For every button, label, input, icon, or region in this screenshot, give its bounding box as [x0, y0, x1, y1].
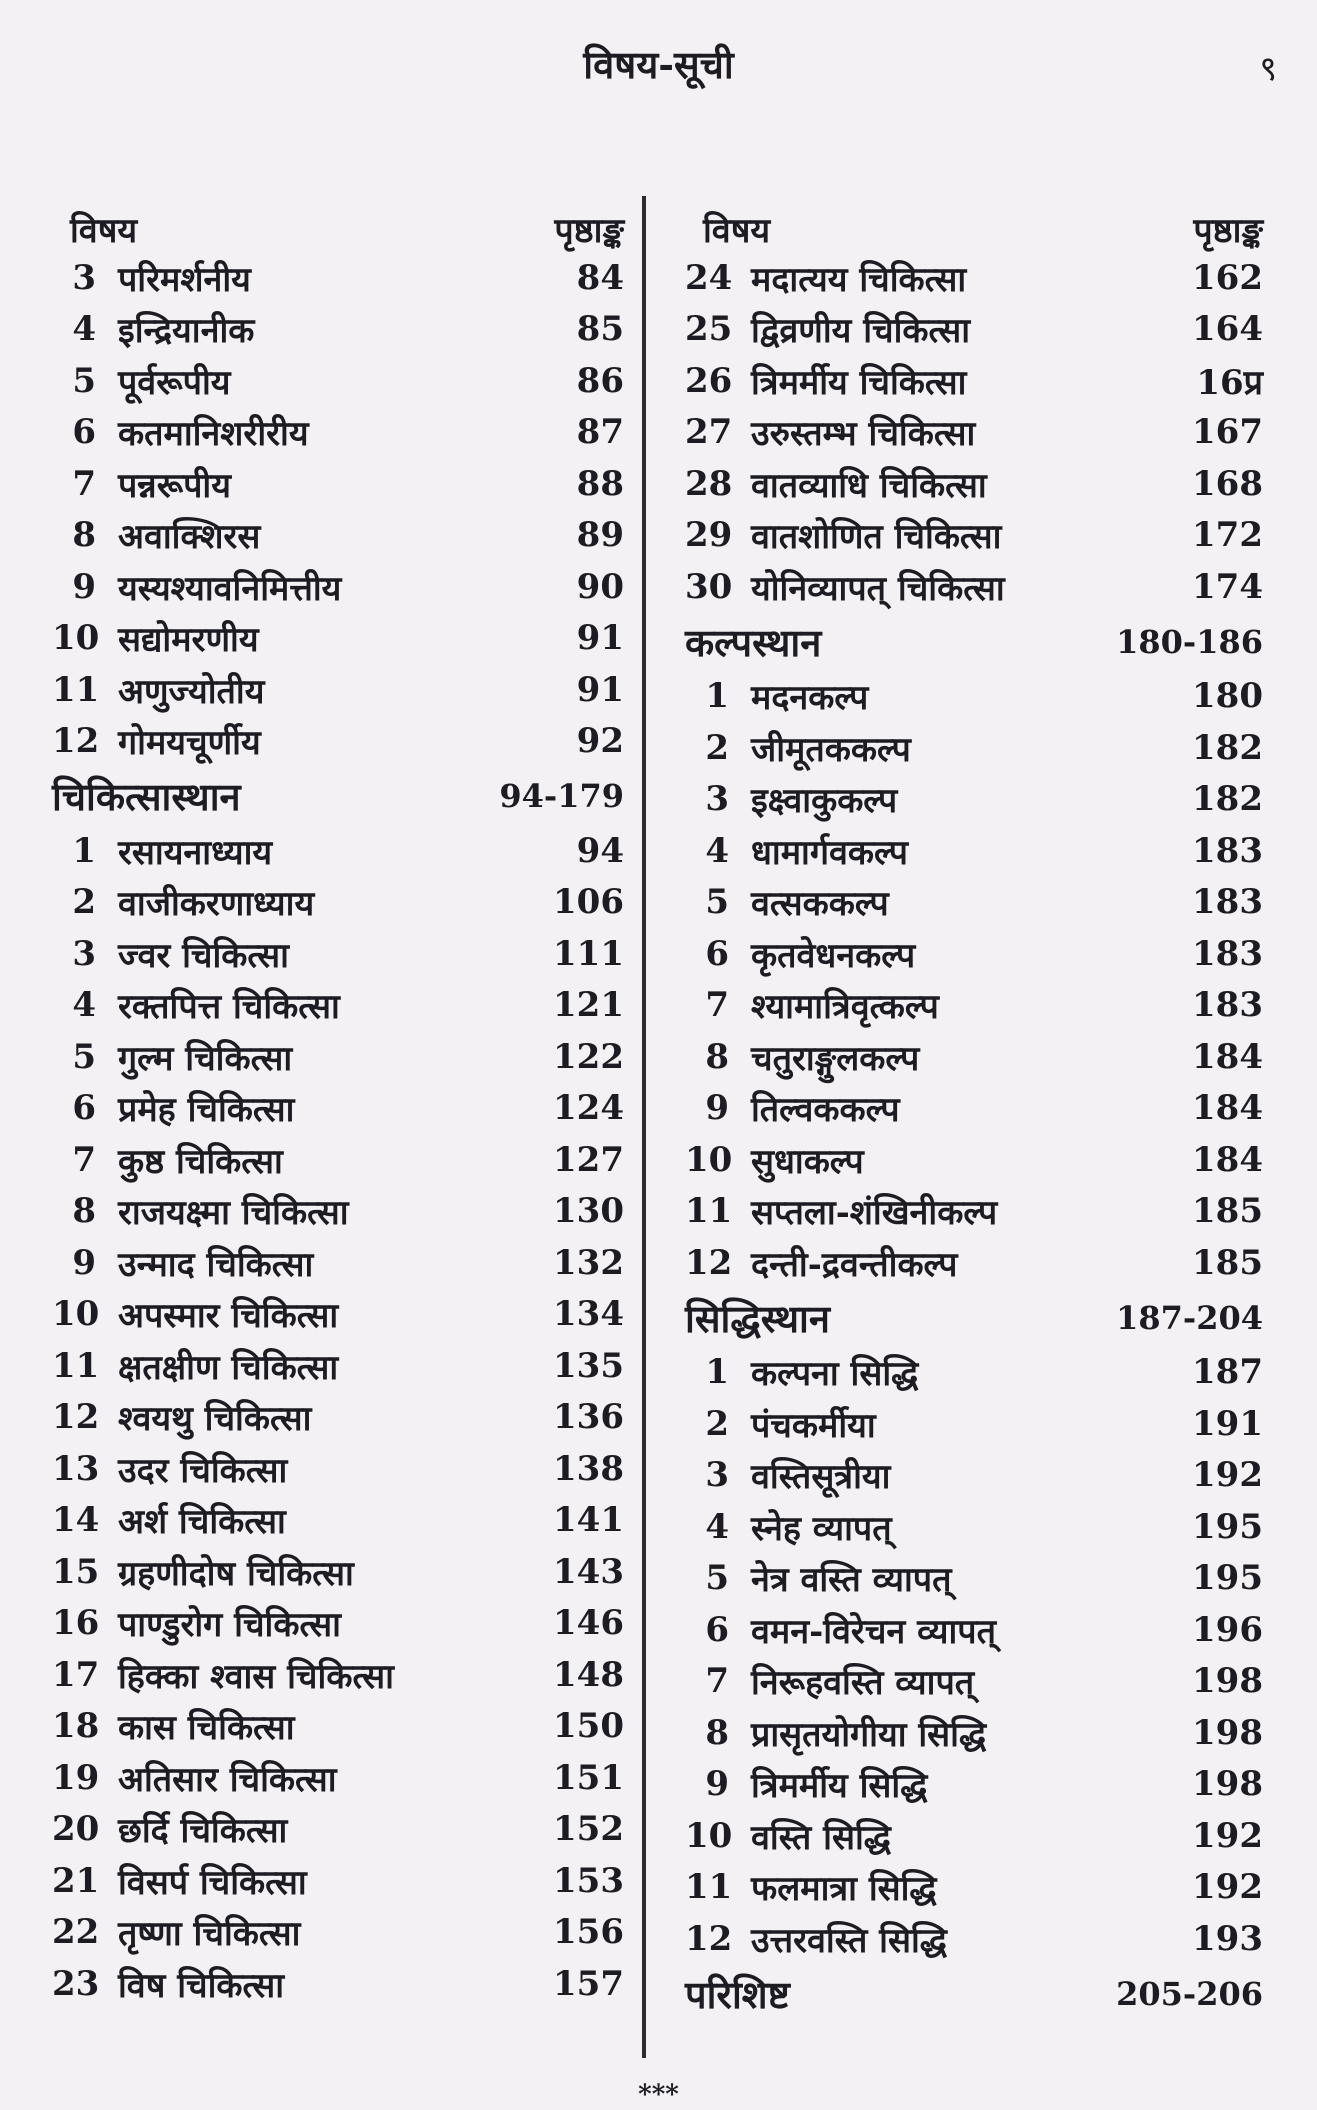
entry-number: 9 — [72, 1242, 96, 1283]
entry-number: 6 — [705, 933, 729, 974]
entry-title: ज्वर चिकित्सा — [118, 935, 289, 976]
toc-entry — [52, 1340, 642, 1392]
entry-number: 7 — [705, 985, 729, 1026]
entry-title: परिमर्शनीय — [118, 259, 251, 300]
entry-number: 12 — [685, 1918, 733, 1959]
toc-entry — [52, 1237, 642, 1289]
entry-page: 132 — [553, 1242, 624, 1283]
entry-number: 7 — [72, 463, 96, 504]
entry-number: 11 — [685, 1867, 733, 1908]
entry-title: वत्सककल्प — [751, 884, 889, 925]
toc-entry — [685, 1656, 1281, 1708]
entry-title: कुष्ठ चिकित्सा — [118, 1141, 283, 1182]
entry-page: 138 — [553, 1448, 624, 1489]
entry-page: 168 — [1192, 463, 1263, 504]
toc-entry — [685, 1759, 1281, 1811]
toc-entry — [52, 1701, 642, 1753]
section-range: 94-179 — [499, 777, 624, 815]
entry-page: 84 — [576, 257, 624, 298]
entry-page: 172 — [1192, 515, 1263, 556]
entry-page: 152 — [553, 1809, 624, 1850]
entry-title: उन्माद चिकित्सा — [118, 1244, 314, 1285]
entry-title: कतमानिशरीरीय — [118, 414, 309, 455]
entry-page: 180 — [1192, 676, 1263, 717]
entry-page: 148 — [553, 1654, 624, 1695]
column-head-subject: विषय — [703, 211, 771, 251]
section-title: परिशिष्ट — [685, 1971, 790, 2017]
toc-entry — [685, 355, 1281, 407]
entry-title: कृतवेधनकल्प — [751, 935, 916, 976]
entry-number: 3 — [705, 779, 729, 820]
entry-number: 5 — [72, 360, 96, 401]
section-heading-kalpa — [685, 613, 1281, 671]
entry-number: 9 — [705, 1088, 729, 1129]
column-head-page: पृष्ठाङ्क — [554, 211, 624, 251]
entry-page: 193 — [1192, 1918, 1263, 1959]
entry-title: सुधाकल्प — [751, 1141, 864, 1182]
entry-number: 5 — [72, 1036, 96, 1077]
entry-page: 16प्र — [1196, 362, 1263, 403]
entry-title: उरुस्तम्भ चिकित्सा — [751, 414, 976, 455]
entry-number: 11 — [52, 1345, 100, 1386]
entry-page: 122 — [553, 1036, 624, 1077]
entry-title: राजयक्ष्मा चिकित्सा — [118, 1193, 349, 1234]
entry-page: 192 — [1192, 1815, 1263, 1856]
entry-number: 4 — [705, 1506, 729, 1547]
entry-title: योनिव्यापत् चिकित्सा — [751, 568, 1005, 609]
entry-page: 146 — [553, 1603, 624, 1644]
toc-entry — [52, 613, 642, 665]
entry-number: 19 — [52, 1757, 100, 1798]
entry-page: 184 — [1192, 1036, 1263, 1077]
entry-title: अतिसार चिकित्सा — [118, 1759, 337, 1800]
toc-entry — [685, 1083, 1281, 1135]
entry-number: 14 — [52, 1500, 100, 1541]
entry-number: 1 — [72, 830, 96, 871]
entry-page: 85 — [576, 309, 624, 350]
toc-entry — [52, 1289, 642, 1341]
entry-title: वातशोणित चिकित्सा — [751, 517, 1002, 558]
entry-page: 92 — [576, 721, 624, 762]
entry-title: स्नेह व्यापत् — [751, 1508, 892, 1549]
entry-page: 198 — [1192, 1712, 1263, 1753]
section-title: सिद्धिस्थान — [685, 1295, 830, 1341]
entry-title: अपस्मार चिकित्सा — [118, 1296, 339, 1337]
entry-page: 111 — [553, 933, 624, 974]
entry-number: 21 — [52, 1860, 100, 1901]
entry-page: 196 — [1192, 1609, 1263, 1650]
entry-number: 5 — [705, 1558, 729, 1599]
entry-title: प्रासृतयोगीया सिद्धि — [751, 1714, 987, 1755]
entry-number: 6 — [72, 1088, 96, 1129]
entry-number: 20 — [52, 1809, 100, 1850]
entry-title: पंचकर्मीया — [751, 1405, 876, 1446]
entry-page: 121 — [553, 985, 624, 1026]
entry-number: 22 — [52, 1912, 100, 1953]
entry-page: 150 — [553, 1706, 624, 1747]
entry-page: 127 — [553, 1139, 624, 1180]
entry-page: 195 — [1192, 1506, 1263, 1547]
entry-page: 89 — [576, 515, 624, 556]
toc-entry — [52, 1186, 642, 1238]
toc-entry — [52, 510, 642, 562]
entry-page: 162 — [1192, 257, 1263, 298]
toc-entry — [685, 1186, 1281, 1238]
entry-page: 184 — [1192, 1139, 1263, 1180]
entry-number: 1 — [705, 1352, 729, 1393]
entry-number: 3 — [72, 933, 96, 974]
page-number: ९ — [1259, 49, 1277, 89]
toc-entry — [52, 561, 642, 613]
entry-title: इन्द्रियानीक — [118, 311, 255, 352]
toc-entry — [52, 1804, 642, 1856]
entry-page: 157 — [553, 1963, 624, 2004]
entry-title: रसायनाध्याय — [118, 832, 273, 873]
toc-entry — [685, 1604, 1281, 1656]
entry-page: 87 — [576, 412, 624, 453]
entry-number: 7 — [72, 1139, 96, 1180]
entry-title: नेत्र वस्ति व्यापत् — [751, 1560, 952, 1601]
toc-entry — [685, 1450, 1281, 1502]
entry-number: 16 — [52, 1603, 100, 1644]
page-title: विषय-सूची — [583, 42, 734, 87]
entry-number: 8 — [72, 1191, 96, 1232]
toc-entry — [685, 458, 1281, 510]
entry-title: यस्यश्यावनिमित्तीय — [118, 568, 342, 609]
toc-entry — [52, 1495, 642, 1547]
entry-number: 9 — [705, 1764, 729, 1805]
toc-entry — [685, 1501, 1281, 1553]
entry-title: निरूहवस्ति व्यापत् — [751, 1663, 975, 1704]
column-divider — [642, 196, 646, 2058]
entry-page: 185 — [1192, 1242, 1263, 1283]
entry-number: 7 — [705, 1661, 729, 1702]
toc-entry — [52, 1083, 642, 1135]
entry-number: 3 — [705, 1455, 729, 1496]
left-column — [52, 186, 642, 2010]
entry-page: 182 — [1192, 779, 1263, 820]
toc-entry — [52, 1392, 642, 1444]
entry-title: फलमात्रा सिद्धि — [751, 1869, 937, 1910]
toc-entry — [685, 1810, 1281, 1862]
entry-number: 3 — [72, 257, 96, 298]
entry-page: 156 — [553, 1912, 624, 1953]
entry-title: श्वयथु चिकित्सा — [118, 1399, 312, 1440]
entry-number: 9 — [72, 566, 96, 607]
entry-page: 91 — [576, 669, 624, 710]
entry-number: 4 — [705, 830, 729, 871]
entry-number: 23 — [52, 1963, 100, 2004]
entry-number: 6 — [72, 412, 96, 453]
section-title: कल्पस्थान — [685, 619, 822, 665]
section-heading-chikitsa — [52, 767, 642, 825]
toc-entry — [685, 1031, 1281, 1083]
entry-page: 141 — [553, 1500, 624, 1541]
entry-title: कल्पना सिद्धि — [751, 1354, 919, 1395]
entry-page: 130 — [553, 1191, 624, 1232]
section-range: 187-204 — [1116, 1298, 1263, 1337]
entry-title: द्विव्रणीय चिकित्सा — [751, 311, 971, 352]
toc-entry — [685, 1862, 1281, 1914]
entry-page: 134 — [553, 1294, 624, 1335]
entry-number: 10 — [685, 1815, 733, 1856]
toc-entry — [685, 1913, 1281, 1965]
entry-page: 124 — [553, 1088, 624, 1129]
section-heading-siddhi — [685, 1289, 1281, 1347]
entry-title: मदनकल्प — [751, 678, 869, 719]
entry-page: 86 — [576, 360, 624, 401]
toc-entry — [685, 510, 1281, 562]
toc-entry — [52, 304, 642, 356]
entry-title: धामार्गवकल्प — [751, 832, 908, 873]
entry-title: अणुज्योतीय — [118, 671, 265, 712]
entry-title: गोमयचूर्णीय — [118, 723, 261, 764]
entry-number: 29 — [685, 515, 733, 556]
toc-entry — [52, 1134, 642, 1186]
toc-entry — [52, 252, 642, 304]
column-head-subject: विषय — [70, 211, 138, 251]
toc-entry — [685, 1347, 1281, 1399]
entry-number: 8 — [705, 1036, 729, 1077]
toc-entry — [52, 1855, 642, 1907]
entry-title: तिल्वककल्प — [751, 1090, 900, 1131]
toc-entry — [52, 664, 642, 716]
entry-page: 187 — [1192, 1352, 1263, 1393]
entry-number: 13 — [52, 1448, 100, 1489]
section-range: 205-206 — [1116, 1974, 1263, 2013]
entry-title: उत्तरवस्ति सिद्धि — [751, 1920, 947, 1961]
toc-entry — [685, 1398, 1281, 1450]
entry-number: 12 — [52, 1397, 100, 1438]
toc-entry — [685, 877, 1281, 929]
toc-entry — [52, 1907, 642, 1959]
toc-entry — [685, 774, 1281, 826]
entry-title: छर्दि चिकित्सा — [118, 1811, 288, 1852]
entry-page: 143 — [553, 1551, 624, 1592]
entry-title: विष चिकित्सा — [118, 1965, 285, 2006]
entry-title: पाण्डुरोग चिकित्सा — [118, 1605, 341, 1646]
entry-number: 25 — [685, 309, 733, 350]
left-column-head — [52, 186, 642, 252]
entry-number: 10 — [52, 1294, 100, 1335]
entry-number: 10 — [52, 618, 100, 659]
entry-number: 26 — [685, 360, 733, 401]
entry-number: 11 — [685, 1191, 733, 1232]
toc-entry — [52, 1649, 642, 1701]
entry-number: 5 — [705, 882, 729, 923]
left-entries-b — [52, 825, 642, 2010]
entry-title: चतुराङ्गुलकल्प — [751, 1038, 920, 1079]
toc-entry — [52, 458, 642, 510]
left-entries-a — [52, 252, 642, 767]
entry-title: वातव्याधि चिकित्सा — [751, 465, 987, 506]
entry-number: 30 — [685, 566, 733, 607]
entry-page: 164 — [1192, 309, 1263, 350]
entry-title: उदर चिकित्सा — [118, 1450, 288, 1491]
toc-entry — [52, 980, 642, 1032]
entry-title: अर्श चिकित्सा — [118, 1502, 286, 1543]
entry-page: 94 — [576, 830, 624, 871]
toc-entry — [52, 1546, 642, 1598]
entry-title: रक्तपित्त चिकित्सा — [118, 987, 340, 1028]
entry-page: 192 — [1192, 1867, 1263, 1908]
entry-number: 12 — [52, 721, 100, 762]
entry-page: 90 — [576, 566, 624, 607]
toc-entry — [52, 1598, 642, 1650]
entry-page: 198 — [1192, 1764, 1263, 1805]
entry-title: क्षतक्षीण चिकित्सा — [118, 1347, 339, 1388]
entry-page: 192 — [1192, 1455, 1263, 1496]
entry-number: 18 — [52, 1706, 100, 1747]
entry-number: 2 — [72, 882, 96, 923]
toc-entry — [685, 1134, 1281, 1186]
toc-entry — [52, 825, 642, 877]
toc-entry — [52, 877, 642, 929]
entry-number: 10 — [685, 1139, 733, 1180]
entry-number: 15 — [52, 1551, 100, 1592]
entry-title: सप्तला-शंखिनीकल्प — [751, 1193, 998, 1234]
right-entries-a — [685, 252, 1281, 613]
entry-title: दन्ती-द्रवन्तीकल्प — [751, 1244, 958, 1285]
entry-page: 183 — [1192, 985, 1263, 1026]
right-column — [685, 186, 1281, 2023]
footer-stars: *** — [638, 2080, 679, 2110]
entry-number: 27 — [685, 412, 733, 453]
entry-number: 4 — [72, 985, 96, 1026]
entry-page: 91 — [576, 618, 624, 659]
toc-entry — [685, 1553, 1281, 1605]
entry-title: वमन-विरेचन व्यापत् — [751, 1611, 996, 1652]
entry-title: श्यामात्रिवृत्कल्प — [751, 987, 939, 1028]
entry-number: 8 — [705, 1712, 729, 1753]
entry-title: सद्योमरणीय — [118, 620, 259, 661]
entry-title: त्रिमर्मीय सिद्धि — [751, 1766, 928, 1807]
entry-page: 195 — [1192, 1558, 1263, 1599]
entry-page: 191 — [1192, 1403, 1263, 1444]
entry-number: 6 — [705, 1609, 729, 1650]
toc-entry — [52, 355, 642, 407]
entry-number: 17 — [52, 1654, 100, 1695]
toc-entry — [52, 1752, 642, 1804]
right-entries-c — [685, 1347, 1281, 1965]
entry-page: 151 — [553, 1757, 624, 1798]
toc-entry — [685, 671, 1281, 723]
column-head-page: पृष्ठाङ्क — [1193, 211, 1263, 251]
entry-title: वस्तिसूत्रीया — [751, 1457, 891, 1498]
entry-title: वाजीकरणाध्याय — [118, 884, 315, 925]
toc-entry — [685, 561, 1281, 613]
entry-number: 24 — [685, 257, 733, 298]
right-column-head — [685, 186, 1281, 252]
toc-entry — [685, 1707, 1281, 1759]
toc-entry — [685, 1237, 1281, 1289]
toc-entry — [52, 1958, 642, 2010]
toc-entry — [685, 407, 1281, 459]
toc-entry — [52, 928, 642, 980]
entry-page: 136 — [553, 1397, 624, 1438]
entry-page: 135 — [553, 1345, 624, 1386]
entry-number: 12 — [685, 1242, 733, 1283]
entry-number: 11 — [52, 669, 100, 710]
toc-entry — [52, 1443, 642, 1495]
toc-entry — [685, 304, 1281, 356]
entry-page: 183 — [1192, 933, 1263, 974]
toc-entry — [685, 252, 1281, 304]
entry-page: 198 — [1192, 1661, 1263, 1702]
entry-page: 174 — [1192, 566, 1263, 607]
entry-page: 184 — [1192, 1088, 1263, 1129]
entry-page: 88 — [576, 463, 624, 504]
entry-title: त्रिमर्मीय चिकित्सा — [751, 362, 967, 403]
entry-page: 106 — [553, 882, 624, 923]
section-heading-parishisht — [685, 1965, 1281, 2023]
entry-number: 8 — [72, 515, 96, 556]
entry-title: कास चिकित्सा — [118, 1708, 295, 1749]
entry-title: जीमूतककल्प — [751, 729, 911, 770]
entry-number: 2 — [705, 727, 729, 768]
entry-title: मदात्यय चिकित्सा — [751, 259, 967, 300]
entry-page: 183 — [1192, 830, 1263, 871]
section-range: 180-186 — [1116, 622, 1263, 661]
entry-title: गुल्म चिकित्सा — [118, 1038, 293, 1079]
entry-title: ग्रहणीदोष चिकित्सा — [118, 1553, 354, 1594]
entry-number: 4 — [72, 309, 96, 350]
entry-number: 28 — [685, 463, 733, 504]
entry-title: विसर्प चिकित्सा — [118, 1862, 307, 1903]
entry-title: तृष्णा चिकित्सा — [118, 1914, 301, 1955]
entry-title: इक्ष्वाकुकल्प — [751, 781, 898, 822]
entry-title: पन्नरूपीय — [118, 465, 231, 506]
toc-entry — [52, 407, 642, 459]
entry-page: 153 — [553, 1860, 624, 1901]
toc-entry — [685, 722, 1281, 774]
entry-title: हिक्का श्वास चिकित्सा — [118, 1656, 394, 1697]
entry-title: प्रमेह चिकित्सा — [118, 1090, 295, 1131]
entry-number: 2 — [705, 1403, 729, 1444]
entry-number: 1 — [705, 676, 729, 717]
toc-entry — [52, 1031, 642, 1083]
right-entries-b — [685, 671, 1281, 1289]
entry-title: अवाक्शिरस — [118, 517, 261, 558]
toc-entry — [685, 928, 1281, 980]
entry-page: 182 — [1192, 727, 1263, 768]
entry-title: वस्ति सिद्धि — [751, 1817, 891, 1858]
page-header — [0, 38, 1317, 98]
entry-page: 185 — [1192, 1191, 1263, 1232]
toc-entry — [52, 716, 642, 768]
section-title: चिकित्सास्थान — [52, 774, 241, 819]
entry-page: 183 — [1192, 882, 1263, 923]
entry-page: 167 — [1192, 412, 1263, 453]
toc-entry — [685, 825, 1281, 877]
toc-entry — [685, 980, 1281, 1032]
entry-title: पूर्वरूपीय — [118, 362, 231, 403]
